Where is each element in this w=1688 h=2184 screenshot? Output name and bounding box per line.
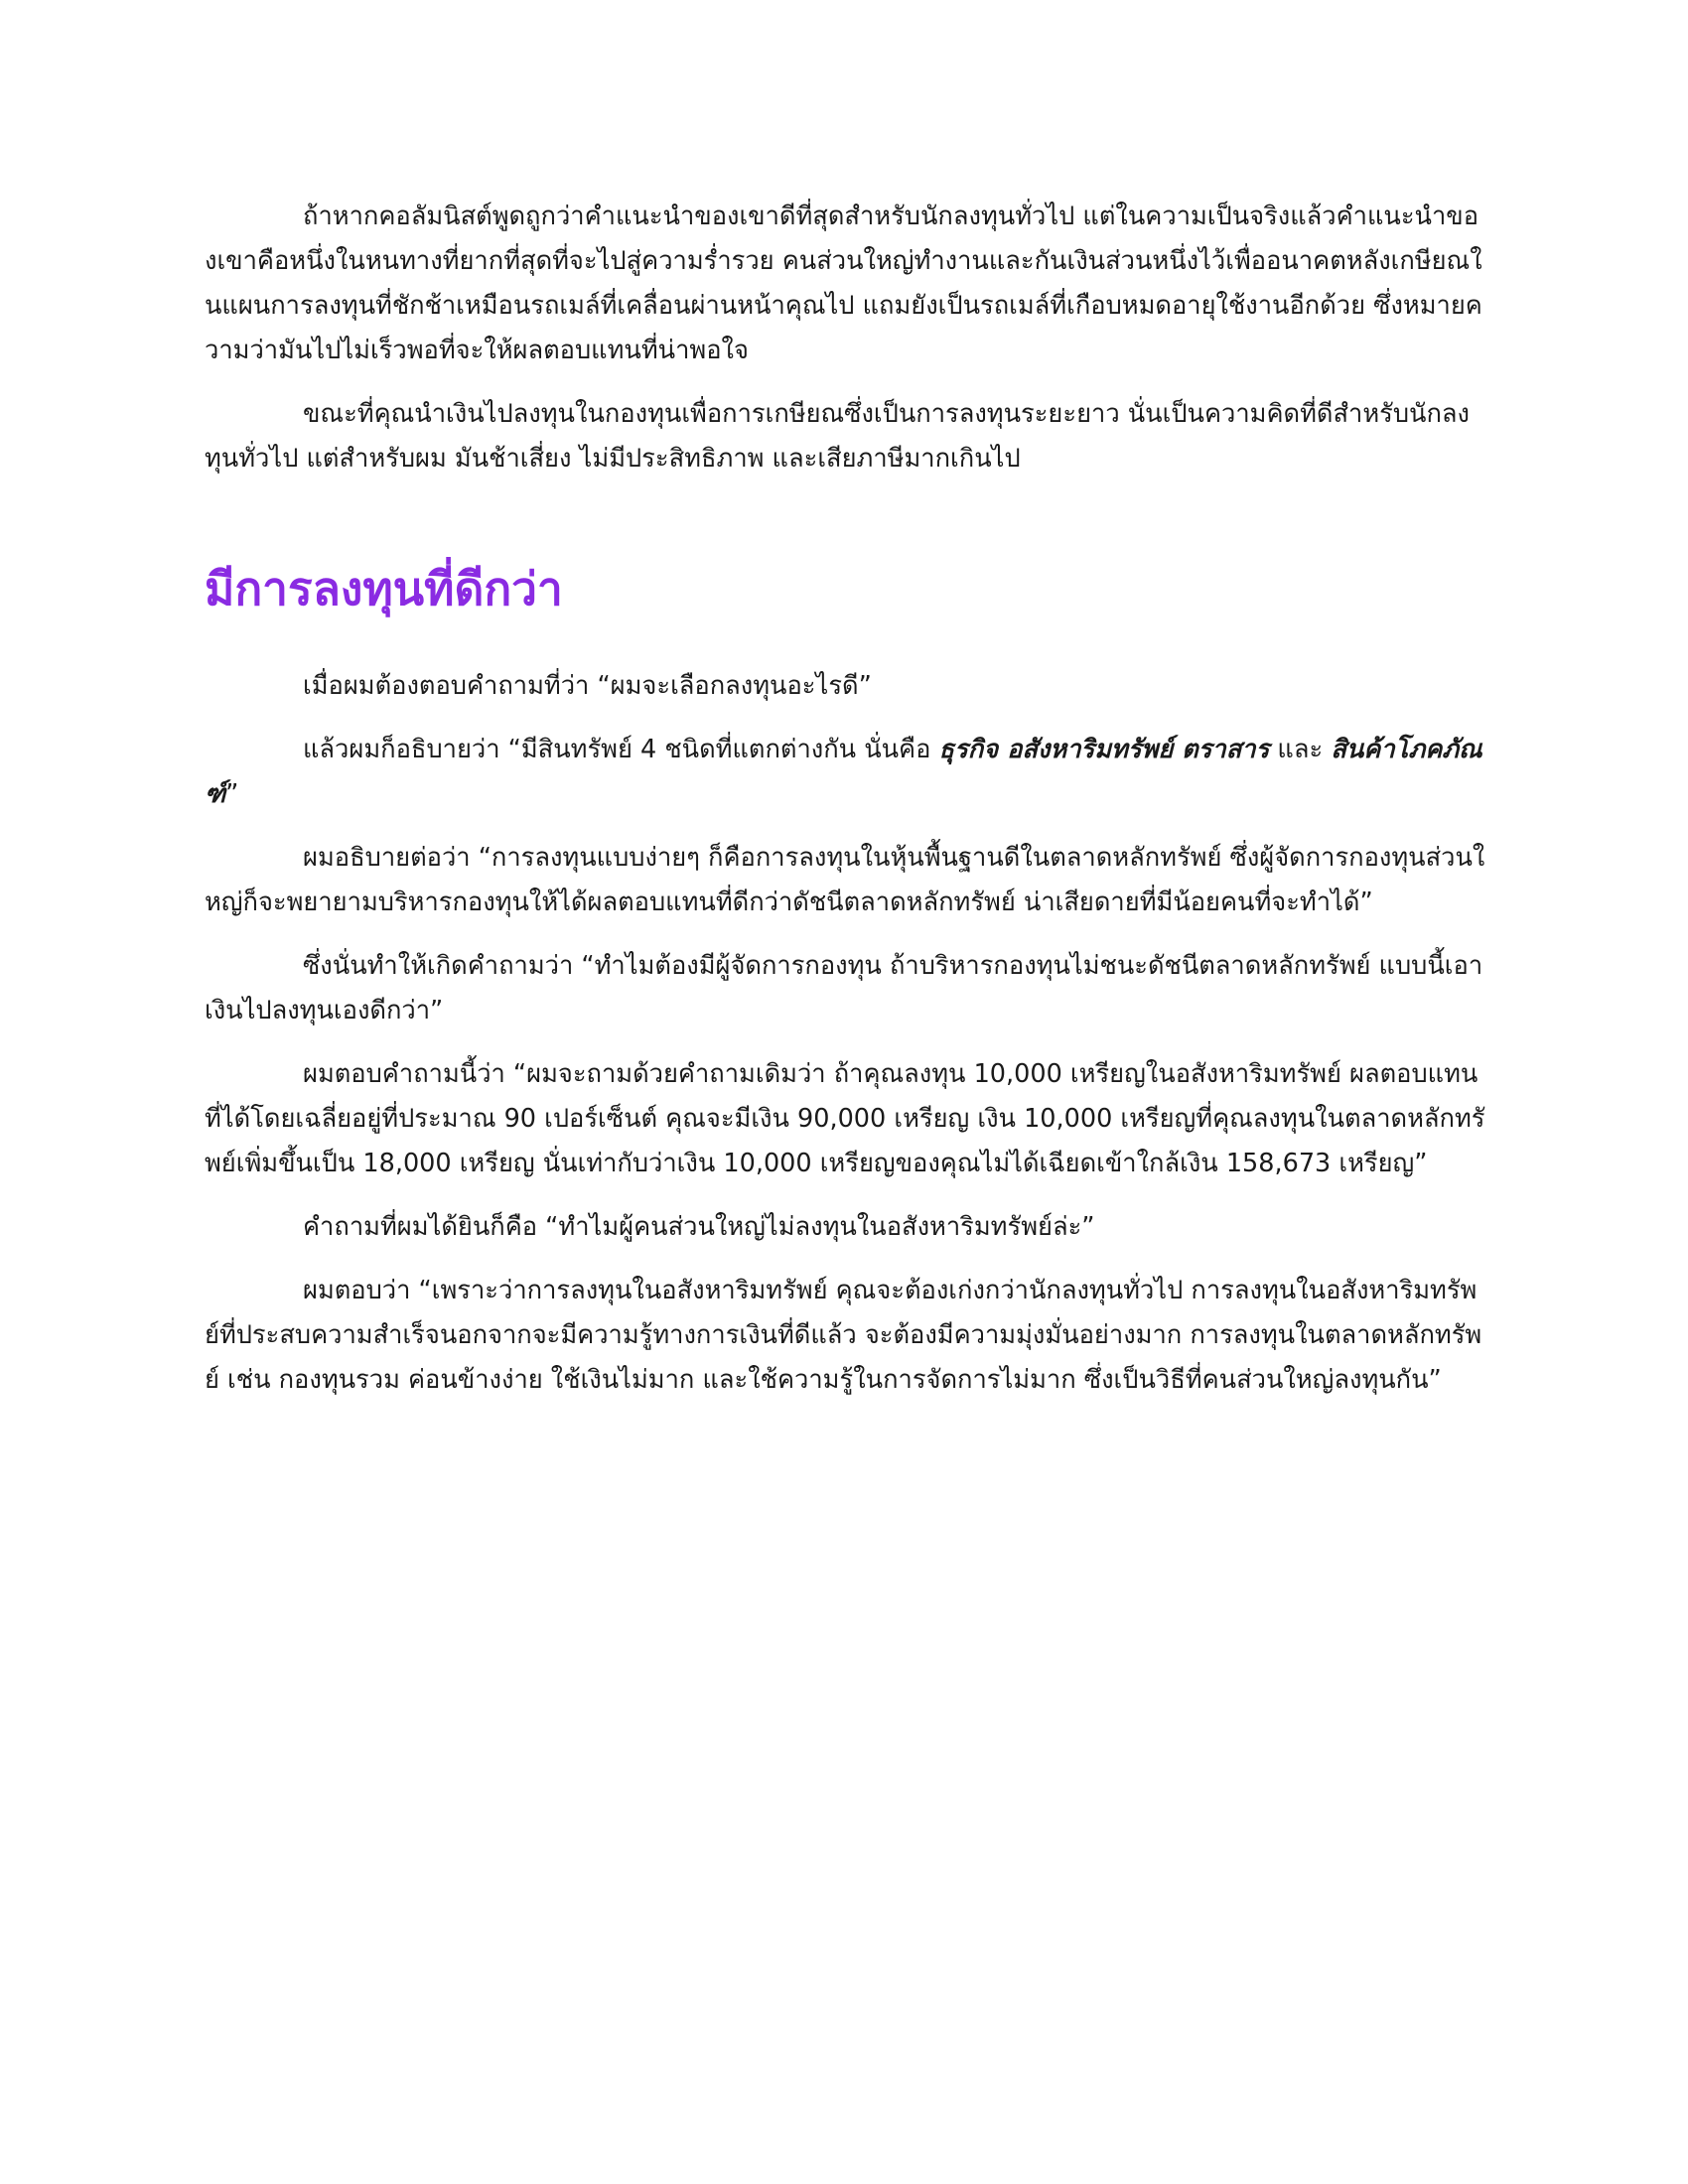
asset-types-emphasis: ธุรกิจ อสังหาริมทรัพย์ ตราสาร (938, 735, 1270, 764)
section-paragraph-1: เมื่อผมต้องตอบคำถามที่ว่า “ผมจะเลือกลงทุนอะไรดี” (303, 671, 872, 701)
paragraph-2-mid: และ (1269, 735, 1332, 764)
paragraph-2-tail: ” (225, 779, 239, 809)
section-paragraph-2 (205, 728, 1485, 817)
section-paragraph-3: ผมอธิบายต่อว่า “การลงทุนแบบง่ายๆ ก็คือการลงทุนในหุ้นพื้นฐานดีในตลาดหลักทรัพย์ ซึ่งผู้จัดการกองทุนส่วนใหญ่ก็จะพยายามบริหารกองทุนให้ได้ผลตอบแทนที่ดีกว่าดัชนีตลาดหลักทรัพย์ น่าเสียดายที่มีน้อยคนที่จะทำได้” (205, 843, 1485, 917)
section-heading: มีการลงทุนที่ดีกว่า (205, 562, 563, 615)
section-paragraph-7: ผมตอบว่า “เพราะว่าการลงทุนในอสังหาริมทรัพย์ คุณจะต้องเก่งกว่านักลงทุนทั่วไป การลงทุนในอสังหาริมทรัพย์ที่ประสบความสำเร็จนอกจากจะมีความรู้ทางการเงินที่ดีแล้ว จะต้องมีความมุ่งมั่นอย่างมาก การลงทุนในตลาดหลักทรัพย์ เช่น กองทุนรวม ค่อนข้างง่าย ใช้เงินไม่มาก และใช้ความรู้ในการจัดการไม่มาก ซึ่งเป็นวิธีที่คนส่วนใหญ่ลงทุนกัน” (205, 1276, 1482, 1395)
commodities-emphasis: สินค้าโภคภัณฑ์ (205, 735, 1482, 809)
intro-paragraph-2: ขณะที่คุณนำเงินไปลงทุนในกองทุนเพื่อการเกษียณซึ่งเป็นการลงทุนระยะยาว นั่นเป็นความคิดที่ดีสำหรับนักลงทุนทั่วไป แต่สำหรับผม มันช้าเสี่ยง ไม่มีประสิทธิภาพ และเสียภาษีมากเกินไป (205, 399, 1470, 474)
document-page (205, 195, 1485, 1422)
section-paragraph-4: ซึ่งนั่นทำให้เกิดคำถามว่า “ทำไมต้องมีผู้จัดการกองทุน ถ้าบริหารกองทุนไม่ชนะดัชนีตลาดหลักทรัพย์ แบบนี้เอาเงินไปลงทุนเองดีกว่า” (205, 951, 1483, 1025)
section-paragraph-6: คำถามที่ผมได้ยินก็คือ “ทำไมผู้คนส่วนใหญ่ไม่ลงทุนในอสังหาริมทรัพย์ล่ะ” (303, 1212, 1095, 1242)
intro-paragraph-1: ถ้าหากคอลัมนิสต์พูดถูกว่าคำแนะนำของเขาดีที่สุดสำหรับนักลงทุนทั่วไป แต่ในความเป็นจริงแล้วคำแนะนำของเขาคือหนึ่งในหนทางที่ยากที่สุดที่จะไปสู่ความร่ำรวย คนส่วนใหญ่ทำงานและกันเงินส่วนหนึ่งไว้เพื่ออนาคตหลังเกษียณในแผนการลงทุนที่ชักช้าเหมือนรถเมล์ที่เคลื่อนผ่านหน้าคุณไป แถมยังเป็นรถเมล์ที่เกือบหมดอายุใช้งานอีกด้วย ซึ่งหมายความว่ามันไปไม่เร็วพอที่จะให้ผลตอบแทนที่น่าพอใจ (205, 202, 1482, 365)
section-paragraph-5: ผมตอบคำถามนี้ว่า “ผมจะถามด้วยคำถามเดิมว่า ถ้าคุณลงทุน 10,000 เหรียญในอสังหาริมทรัพย์ ผลตอบแทนที่ได้โดยเฉลี่ยอยู่ที่ประมาณ 90 เปอร์เซ็นต์ คุณจะมีเงิน 90,000 เหรียญ เงิน 10,000 เหรียญที่คุณลงทุนในตลาดหลักทรัพย์เพิ่มขึ้นเป็น 18,000 เหรียญ นั่นเท่ากับว่าเงิน 10,000 เหรียญของคุณไม่ได้เฉียดเข้าใกล้เงิน 158,673 เหรียญ” (205, 1059, 1485, 1178)
paragraph-2-lead: แล้วผมก็อธิบายว่า “มีสินทรัพย์ 4 ชนิดที่แตกต่างกัน นั่นคือ (303, 735, 939, 764)
